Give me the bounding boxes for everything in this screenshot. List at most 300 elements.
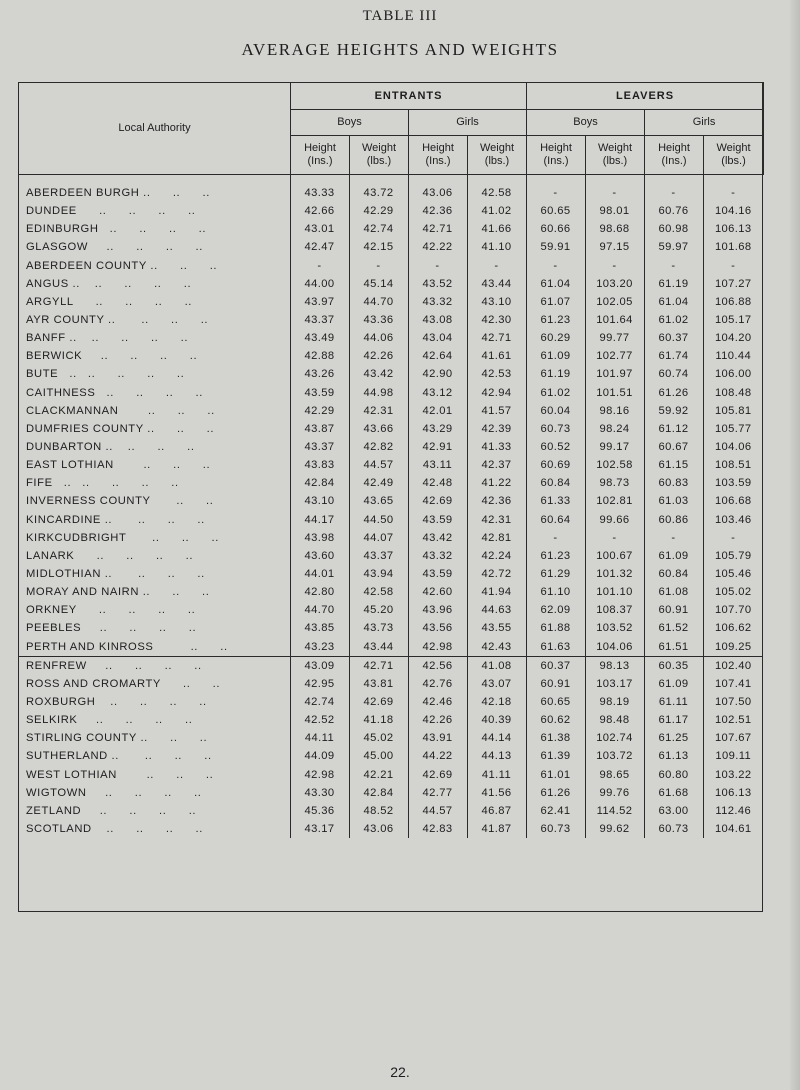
value-cell: 60.67 <box>644 438 703 456</box>
value-cell: 60.80 <box>644 766 703 784</box>
value-cell: 61.68 <box>644 784 703 802</box>
value-cell: 43.96 <box>408 601 467 619</box>
value-cell: 44.06 <box>349 329 408 347</box>
authority-name: PEEBLES .. .. .. .. <box>26 622 197 635</box>
value-cell: 106.88 <box>703 293 763 311</box>
value-cell: 42.01 <box>408 402 467 420</box>
value-cell: 44.22 <box>408 747 467 765</box>
value-cell: - <box>526 174 585 202</box>
value-cell: 61.39 <box>526 747 585 765</box>
value-cell: 61.25 <box>644 729 703 747</box>
value-cell: 43.29 <box>408 420 467 438</box>
header-leavers: LEAVERS <box>527 83 764 110</box>
value-cell: 42.76 <box>408 675 467 693</box>
value-cell: 41.57 <box>467 402 526 420</box>
table-subtitle: AVERAGE HEIGHTS AND WEIGHTS <box>241 40 559 59</box>
authority-name: SCOTLAND .. .. .. .. <box>26 822 203 835</box>
value-cell: 61.01 <box>526 766 585 784</box>
authority-name: ZETLAND .. .. .. .. <box>26 804 197 817</box>
value-cell: 42.95 <box>290 675 349 693</box>
value-cell: 42.30 <box>467 311 526 329</box>
value-cell: 105.17 <box>703 311 763 329</box>
authority-name: ROSS AND CROMARTY .. .. <box>26 677 221 690</box>
value-cell: 44.11 <box>290 729 349 747</box>
value-cell: 43.36 <box>349 311 408 329</box>
value-cell: 61.19 <box>644 275 703 293</box>
value-cell: 42.36 <box>408 202 467 220</box>
value-cell: 43.60 <box>290 547 349 565</box>
value-cell: 101.10 <box>585 583 644 601</box>
value-cell: 61.33 <box>526 492 585 510</box>
authority-name: RENFREW .. .. .. .. <box>18 656 290 675</box>
value-cell: 43.23 <box>290 638 349 657</box>
value-cell: 60.74 <box>644 365 703 383</box>
value-cell: 60.76 <box>644 202 703 220</box>
value-cell: 61.12 <box>644 420 703 438</box>
value-cell: 41.94 <box>467 583 526 601</box>
value-cell: 106.13 <box>703 220 763 238</box>
value-cell: 103.59 <box>703 474 763 492</box>
authority-name: ROXBURGH .. .. .. .. <box>26 696 207 708</box>
value-cell: 42.71 <box>408 220 467 238</box>
header-weight-unit: (lbs.) <box>366 155 392 167</box>
value-cell: 60.52 <box>526 438 585 456</box>
value-cell: 101.97 <box>585 365 644 383</box>
header-leavers-boys: Boys <box>527 110 645 136</box>
value-cell: 60.65 <box>526 202 585 220</box>
value-cell: 61.51 <box>644 638 703 657</box>
value-cell: 61.74 <box>644 347 703 365</box>
value-cell: 43.97 <box>290 293 349 311</box>
value-cell: 42.47 <box>290 238 349 256</box>
value-cell: - <box>703 174 763 202</box>
value-cell: 45.00 <box>349 747 408 765</box>
value-cell: 42.36 <box>467 492 526 510</box>
value-cell: 43.26 <box>290 365 349 383</box>
value-cell: 42.37 <box>467 456 526 474</box>
authority-name: SELKIRK .. .. .. .. <box>26 714 193 727</box>
value-cell: 108.37 <box>585 601 644 619</box>
value-cell: 102.58 <box>585 456 644 474</box>
value-cell: 61.63 <box>526 638 585 657</box>
value-cell: 99.66 <box>585 511 644 529</box>
value-cell: 44.50 <box>349 511 408 529</box>
value-cell: 43.59 <box>408 565 467 583</box>
value-cell: 61.11 <box>644 693 703 711</box>
value-cell: 43.04 <box>408 329 467 347</box>
value-cell: 108.51 <box>703 456 763 474</box>
value-cell: 42.26 <box>408 711 467 729</box>
value-cell: 61.03 <box>644 492 703 510</box>
value-cell: 42.18 <box>467 693 526 711</box>
value-cell: 61.02 <box>526 384 585 402</box>
value-cell: 43.37 <box>290 438 349 456</box>
value-cell: 62.41 <box>526 802 585 820</box>
authority-name: KIRKCUDBRIGHT .. .. .. <box>26 531 219 544</box>
value-cell: 61.02 <box>644 311 703 329</box>
value-cell: 43.07 <box>467 675 526 693</box>
authority-name: LANARK .. .. .. .. <box>26 549 194 562</box>
value-cell: 103.72 <box>585 747 644 765</box>
value-cell: - <box>703 529 763 547</box>
authority-name: STIRLING COUNTY .. .. .. <box>26 732 208 745</box>
header-entrants: ENTRANTS <box>291 83 527 110</box>
value-cell: 60.91 <box>644 601 703 619</box>
value-cell: 62.09 <box>526 601 585 619</box>
value-cell: 45.14 <box>349 275 408 293</box>
authority-name: WEST LOTHIAN .. .. .. <box>26 768 214 781</box>
value-cell: 43.42 <box>408 529 467 547</box>
authority-name: MIDLOTHIAN .. .. .. .. <box>26 568 205 581</box>
value-cell: 42.91 <box>408 438 467 456</box>
value-cell: 98.48 <box>585 711 644 729</box>
authority-name: KINCARDINE .. .. .. .. <box>26 513 205 526</box>
value-cell: 43.09 <box>290 656 349 675</box>
value-cell: 42.88 <box>290 347 349 365</box>
value-cell: 43.10 <box>467 293 526 311</box>
value-cell: 43.65 <box>349 492 408 510</box>
value-cell: 44.70 <box>349 293 408 311</box>
header-height-unit: (Ins.) <box>543 155 569 167</box>
value-cell: 98.24 <box>585 420 644 438</box>
value-cell: 43.59 <box>290 384 349 402</box>
value-cell: 101.51 <box>585 384 644 402</box>
authority-name: INVERNESS COUNTY .. .. <box>26 495 214 508</box>
value-cell: 107.27 <box>703 275 763 293</box>
header-local-authority: Local Authority <box>19 83 291 175</box>
value-cell: - <box>585 257 644 275</box>
value-cell: 60.73 <box>526 420 585 438</box>
value-cell: 43.44 <box>349 638 408 657</box>
value-cell: - <box>585 529 644 547</box>
value-cell: 60.73 <box>644 820 703 838</box>
value-cell: 104.06 <box>703 438 763 456</box>
value-cell: 48.52 <box>349 802 408 820</box>
value-cell: 43.32 <box>408 293 467 311</box>
value-cell: 98.01 <box>585 202 644 220</box>
header-entrants-boys: Boys <box>291 110 409 136</box>
value-cell: 104.16 <box>703 202 763 220</box>
value-cell: 103.17 <box>585 675 644 693</box>
value-cell: 42.74 <box>290 693 349 711</box>
value-cell: 61.23 <box>526 311 585 329</box>
value-cell: 106.68 <box>703 492 763 510</box>
value-cell: 106.62 <box>703 619 763 637</box>
value-cell: 44.09 <box>290 747 349 765</box>
value-cell: 41.22 <box>467 474 526 492</box>
value-cell: 43.56 <box>408 619 467 637</box>
value-cell: 61.15 <box>644 456 703 474</box>
value-cell: 61.38 <box>526 729 585 747</box>
authority-name: PERTH AND KINROSS .. .. <box>26 640 228 653</box>
header-weight-unit: (lbs.) <box>484 155 510 167</box>
value-cell: 41.33 <box>467 438 526 456</box>
authority-name: ABERDEEN BURGH .. .. .. <box>26 187 210 200</box>
value-cell: 42.46 <box>408 693 467 711</box>
value-cell: 61.04 <box>644 293 703 311</box>
value-cell: 42.52 <box>290 711 349 729</box>
value-cell: 107.50 <box>703 693 763 711</box>
value-cell: 42.69 <box>408 492 467 510</box>
value-cell: 42.80 <box>290 583 349 601</box>
value-cell: 61.10 <box>526 583 585 601</box>
header-height-label: Height <box>540 142 572 154</box>
value-cell: 114.52 <box>585 802 644 820</box>
authority-name: ABERDEEN COUNTY .. .. .. <box>26 259 218 272</box>
value-cell: 61.04 <box>526 275 585 293</box>
table-frame <box>18 82 763 912</box>
value-cell: 102.81 <box>585 492 644 510</box>
value-cell: 61.08 <box>644 583 703 601</box>
value-cell: - <box>526 257 585 275</box>
header-height-label: Height <box>304 142 336 154</box>
header-height-unit: (Ins.) <box>307 155 333 167</box>
value-cell: 43.91 <box>408 729 467 747</box>
value-cell: 99.62 <box>585 820 644 838</box>
value-cell: 43.12 <box>408 384 467 402</box>
value-cell: 61.23 <box>526 547 585 565</box>
value-cell: 103.52 <box>585 619 644 637</box>
value-cell: 42.58 <box>467 174 526 202</box>
value-cell: 42.24 <box>467 547 526 565</box>
page-edge <box>790 0 800 1090</box>
value-cell: 60.84 <box>644 565 703 583</box>
value-cell: 43.17 <box>290 820 349 838</box>
value-cell: 59.91 <box>526 238 585 256</box>
value-cell: 44.98 <box>349 384 408 402</box>
value-cell: 98.73 <box>585 474 644 492</box>
value-cell: 60.66 <box>526 220 585 238</box>
value-cell: 61.17 <box>644 711 703 729</box>
value-cell: 106.00 <box>703 365 763 383</box>
value-cell: 44.13 <box>467 747 526 765</box>
header-entrants-girls: Girls <box>409 110 527 136</box>
value-cell: 41.08 <box>467 656 526 675</box>
authority-name: EAST LOTHIAN .. .. .. <box>26 459 211 472</box>
value-cell: 41.56 <box>467 784 526 802</box>
value-cell: - <box>349 257 408 275</box>
value-cell: 60.98 <box>644 220 703 238</box>
value-cell: 104.61 <box>703 820 763 838</box>
value-cell: 42.29 <box>290 402 349 420</box>
authority-name: ARGYLL .. .. .. .. <box>26 295 192 308</box>
value-cell: 98.19 <box>585 693 644 711</box>
value-cell: 42.84 <box>290 474 349 492</box>
value-cell: 43.49 <box>290 329 349 347</box>
value-cell: 43.10 <box>290 492 349 510</box>
header-height-label: Height <box>658 142 690 154</box>
authority-name: CLACKMANNAN .. .. .. <box>26 404 215 417</box>
value-cell: 42.22 <box>408 238 467 256</box>
value-cell: 42.21 <box>349 766 408 784</box>
value-cell: 42.64 <box>408 347 467 365</box>
value-cell: 42.72 <box>467 565 526 583</box>
value-cell: 42.77 <box>408 784 467 802</box>
value-cell: 43.32 <box>408 547 467 565</box>
value-cell: 42.84 <box>349 784 408 802</box>
value-cell: 43.55 <box>467 619 526 637</box>
value-cell: 106.13 <box>703 784 763 802</box>
value-cell: 101.68 <box>703 238 763 256</box>
value-cell: 59.92 <box>644 402 703 420</box>
value-cell: 42.48 <box>408 474 467 492</box>
value-cell: 43.06 <box>349 820 408 838</box>
value-cell: 102.05 <box>585 293 644 311</box>
value-cell: 104.20 <box>703 329 763 347</box>
value-cell: - <box>290 257 349 275</box>
value-cell: 61.09 <box>526 347 585 365</box>
value-cell: 60.62 <box>526 711 585 729</box>
value-cell: 42.69 <box>349 693 408 711</box>
value-cell: 43.33 <box>290 174 349 202</box>
value-cell: 43.44 <box>467 275 526 293</box>
value-cell: 107.67 <box>703 729 763 747</box>
value-cell: 45.36 <box>290 802 349 820</box>
value-cell: - <box>703 257 763 275</box>
value-cell: 105.81 <box>703 402 763 420</box>
authority-name: ANGUS .. .. .. .. .. <box>26 277 192 290</box>
authority-name: AYR COUNTY .. .. .. .. <box>26 314 209 327</box>
value-cell: 60.91 <box>526 675 585 693</box>
value-cell: 40.39 <box>467 711 526 729</box>
authority-name: BUTE .. .. .. .. .. <box>26 368 185 381</box>
value-cell: 60.86 <box>644 511 703 529</box>
value-cell: 60.37 <box>644 329 703 347</box>
value-cell: 44.57 <box>349 456 408 474</box>
value-cell: 60.65 <box>526 693 585 711</box>
value-cell: 42.66 <box>290 202 349 220</box>
value-cell: 43.01 <box>290 220 349 238</box>
authority-name: DUMFRIES COUNTY .. .. .. <box>26 422 215 435</box>
authority-name: GLASGOW .. .. .. .. <box>26 241 203 254</box>
page-number: 22. <box>390 1064 410 1080</box>
authority-name: FIFE .. .. .. .. .. <box>26 477 179 490</box>
value-cell: 60.73 <box>526 820 585 838</box>
value-cell: 43.30 <box>290 784 349 802</box>
value-cell: 43.66 <box>349 420 408 438</box>
value-cell: 41.18 <box>349 711 408 729</box>
value-cell: 99.76 <box>585 784 644 802</box>
value-cell: 105.77 <box>703 420 763 438</box>
value-cell: 46.87 <box>467 802 526 820</box>
value-cell: 61.09 <box>644 547 703 565</box>
value-cell: 102.77 <box>585 347 644 365</box>
value-cell: 43.52 <box>408 275 467 293</box>
value-cell: 41.11 <box>467 766 526 784</box>
value-cell: 42.81 <box>467 529 526 547</box>
value-cell: 42.83 <box>408 820 467 838</box>
value-cell: 43.37 <box>290 311 349 329</box>
value-cell: 110.44 <box>703 347 763 365</box>
value-cell: 41.02 <box>467 202 526 220</box>
value-cell: 98.13 <box>585 656 644 675</box>
value-cell: 42.31 <box>467 511 526 529</box>
value-cell: 43.08 <box>408 311 467 329</box>
value-cell: 101.64 <box>585 311 644 329</box>
header-weight-label: Weight <box>716 142 751 154</box>
header-weight-label: Weight <box>597 142 633 154</box>
value-cell: 98.68 <box>585 220 644 238</box>
value-cell: 42.39 <box>467 420 526 438</box>
value-cell: - <box>644 174 703 202</box>
value-cell: 101.32 <box>585 565 644 583</box>
value-cell: 105.46 <box>703 565 763 583</box>
value-cell: 60.29 <box>526 329 585 347</box>
value-cell: 60.04 <box>526 402 585 420</box>
value-cell: 44.07 <box>349 529 408 547</box>
authority-name: MORAY AND NAIRN .. .. .. <box>26 586 210 599</box>
value-cell: 43.11 <box>408 456 467 474</box>
value-cell: 44.14 <box>467 729 526 747</box>
value-cell: 42.98 <box>290 766 349 784</box>
value-cell: 41.61 <box>467 347 526 365</box>
table-title: TABLE III <box>362 8 438 24</box>
value-cell: 43.59 <box>408 511 467 529</box>
header-weight-unit: (lbs.) <box>602 155 628 167</box>
value-cell: 105.79 <box>703 547 763 565</box>
value-cell: 102.40 <box>703 656 763 675</box>
header-height-label: Height <box>422 142 454 154</box>
authority-name: CAITHNESS .. .. .. .. <box>26 386 203 399</box>
value-cell: 104.06 <box>585 638 644 657</box>
header-height-unit: (Ins.) <box>425 155 451 167</box>
value-cell: 43.83 <box>290 456 349 474</box>
value-cell: 59.97 <box>644 238 703 256</box>
value-cell: 43.06 <box>408 174 467 202</box>
value-cell: 97.15 <box>585 238 644 256</box>
value-cell: 41.66 <box>467 220 526 238</box>
value-cell: 60.84 <box>526 474 585 492</box>
value-cell: 45.20 <box>349 601 408 619</box>
value-cell: 42.53 <box>467 365 526 383</box>
value-cell: 61.07 <box>526 293 585 311</box>
value-cell: 98.16 <box>585 402 644 420</box>
value-cell: 102.51 <box>703 711 763 729</box>
value-cell: 43.73 <box>349 619 408 637</box>
value-cell: 41.87 <box>467 820 526 838</box>
value-cell: 108.48 <box>703 384 763 402</box>
value-cell: 42.82 <box>349 438 408 456</box>
value-cell: 43.85 <box>290 619 349 637</box>
authority-name: BERWICK .. .. .. .. <box>26 350 198 363</box>
header-height-unit: (Ins.) <box>661 155 687 167</box>
value-cell: 60.64 <box>526 511 585 529</box>
value-cell: 102.74 <box>585 729 644 747</box>
value-cell: 105.02 <box>703 583 763 601</box>
authority-name: ORKNEY .. .. .. .. <box>26 604 196 617</box>
value-cell: 61.29 <box>526 565 585 583</box>
value-cell: 99.17 <box>585 438 644 456</box>
value-cell: 42.15 <box>349 238 408 256</box>
value-cell: 42.31 <box>349 402 408 420</box>
value-cell: 42.71 <box>467 329 526 347</box>
value-cell: - <box>644 257 703 275</box>
value-cell: 61.26 <box>644 384 703 402</box>
value-cell: 43.72 <box>349 174 408 202</box>
value-cell: 61.26 <box>526 784 585 802</box>
value-cell: 103.22 <box>703 766 763 784</box>
value-cell: 112.46 <box>703 802 763 820</box>
value-cell: 42.69 <box>408 766 467 784</box>
value-cell: 109.11 <box>703 747 763 765</box>
header-weight-label: Weight <box>479 142 515 154</box>
value-cell: 44.70 <box>290 601 349 619</box>
header-weight-label: Weight <box>361 142 397 154</box>
authority-name: BANFF .. .. .. .. .. <box>26 332 189 345</box>
value-cell: 42.29 <box>349 202 408 220</box>
value-cell: 44.01 <box>290 565 349 583</box>
value-cell: - <box>644 529 703 547</box>
